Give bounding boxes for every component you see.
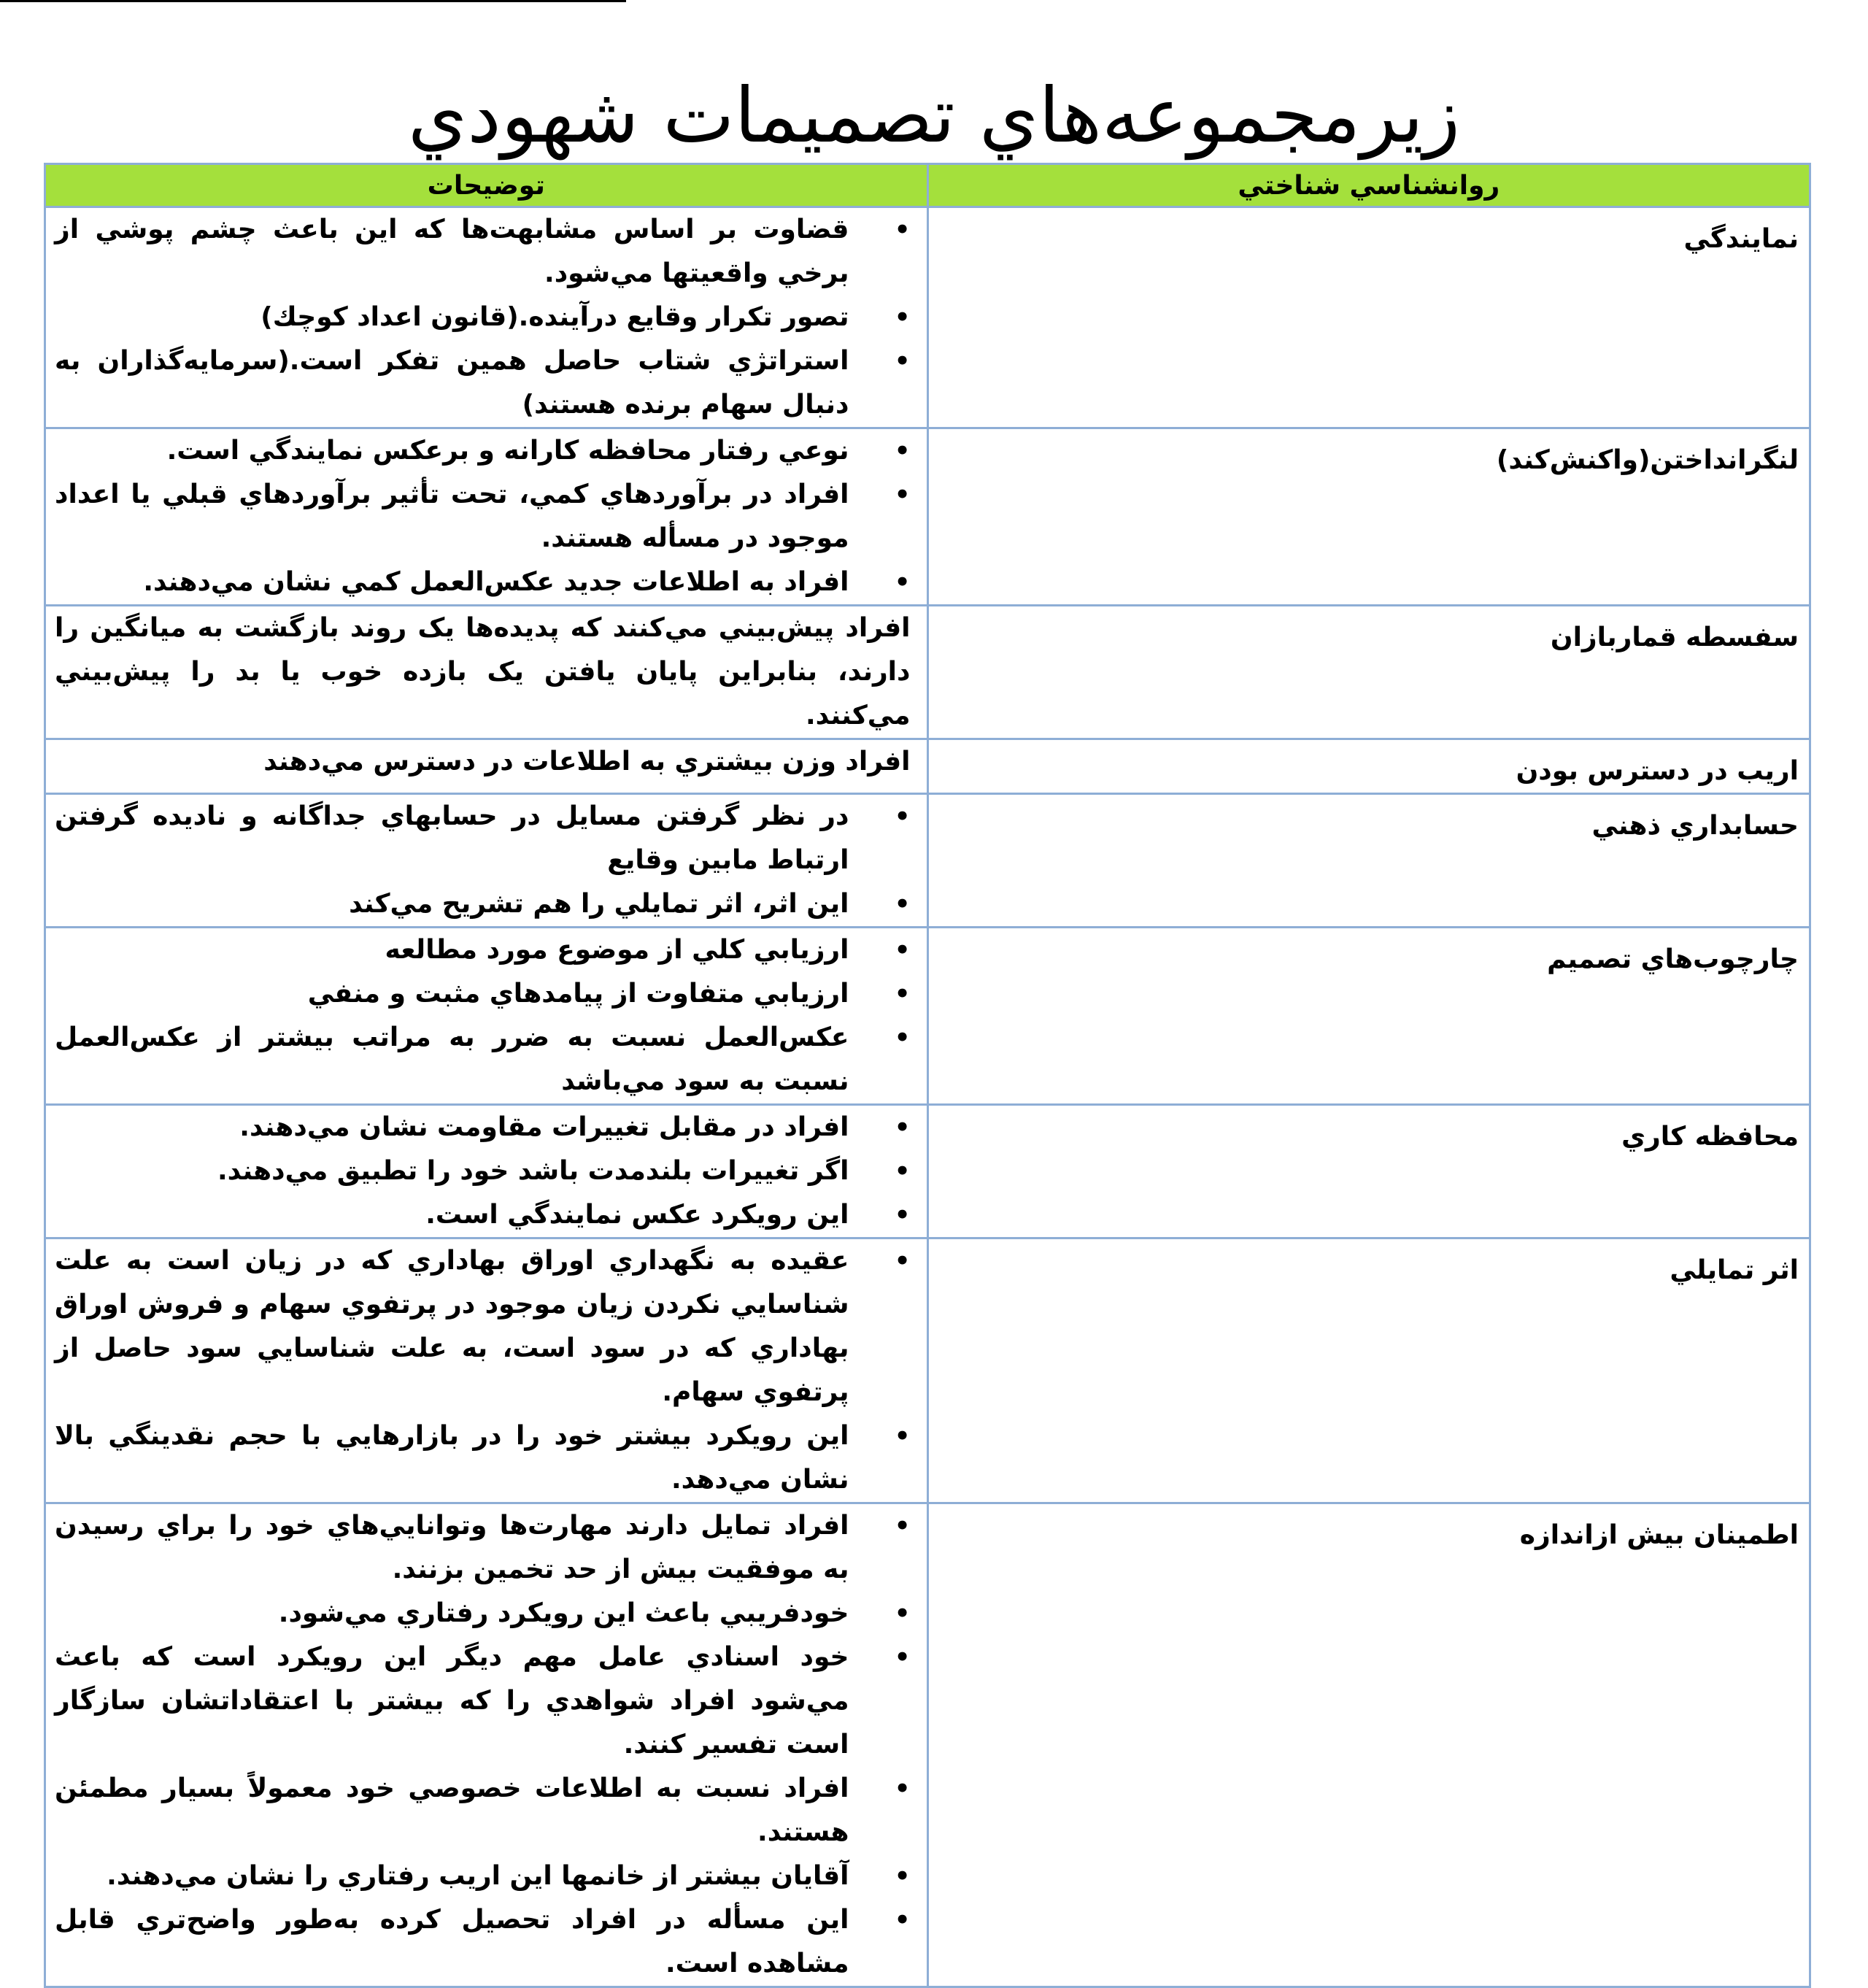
row-category: نمايندگي xyxy=(927,207,1810,428)
description-text: افراد پيش‌بيني مي‌كنند كه پديده‌ها يک روند بازگشت به ميانگين را دارند، بنابراين پايان يافتن يک بازده خوب يا بد را پيش‌بيني مي‌كنند. xyxy=(55,613,911,731)
row-category: اثر تمايلي xyxy=(927,1238,1810,1503)
table-row xyxy=(45,928,1810,1105)
bullet-list xyxy=(46,1504,927,1986)
list-item: • قضاوت بر اساس مشابهت‌ها كه اين باعث چشم پوشي از برخي واقعيتها مي‌شود. xyxy=(55,208,927,296)
row-category: چارچوب‌هاي تصميم xyxy=(927,928,1810,1105)
list-item: • عقيده به نگهداري اوراق بهاداري كه در زيان است به علت شناسايي نكردن زيان موجود در پرتفوي سهام و فروش اوراق بهاداري كه در سود است، به علت شناسايي سود حاصل از پرتفوي سهام. xyxy=(55,1239,927,1414)
header-category: روانشناسي شناختي xyxy=(927,164,1810,207)
top-rule xyxy=(0,0,626,2)
list-item: • نوعي رفتار محافظه كارانه و برعكس نمايندگي است. xyxy=(55,429,927,473)
row-description xyxy=(45,207,928,428)
list-item: • ارزيابي متفاوت از پيامدهاي مثبت و منفي xyxy=(55,972,927,1016)
list-item: • خود اسنادي عامل مهم ديگر اين رويكرد است كه باعث مي‌شود افراد شواهدي را كه بيشتر با اعتقاداتشان سازگار است تفسير كنند. xyxy=(55,1636,927,1767)
list-item: • اين رويكرد عكس نمايندگي است. xyxy=(55,1193,927,1237)
list-item: • افراد در مقابل تغييرات مقاومت نشان مي‌دهند. xyxy=(55,1106,927,1149)
list-item: • اين اثر، اثر تمايلي را هم تشريح مي‌كند xyxy=(55,882,927,926)
list-item: • اگر تغييرات بلندمدت باشد خود را تطبيق مي‌دهند. xyxy=(55,1149,927,1193)
table-header-row xyxy=(45,164,1810,207)
biases-table xyxy=(44,163,1811,1988)
row-description xyxy=(45,794,928,928)
row-category: لنگرانداختن(واكنش‌كند) xyxy=(927,428,1810,606)
row-category: محافظه كاري xyxy=(927,1105,1810,1238)
list-item: • افراد در برآوردهاي كمي، تحت تأثير برآوردهاي قبلي يا اعداد موجود در مسأله هستند. xyxy=(55,473,927,560)
list-item: • افراد نسبت به اطلاعات خصوصي خود معمولاً بسيار مطمئن هستند. xyxy=(55,1767,927,1854)
list-item: • اين رويكرد بيشتر خود را در بازارهايي با حجم نقدينگي بالا نشان مي‌دهد. xyxy=(55,1414,927,1502)
page-title: زيرمجموعه‌هاي تصميمات شهودي xyxy=(408,71,1460,160)
bullet-list xyxy=(46,1239,927,1502)
list-item: • خودفريبي باعث اين رويكرد رفتاري مي‌شود. xyxy=(55,1592,927,1636)
row-description xyxy=(45,1238,928,1503)
row-category: اريب در دسترس بودن xyxy=(927,739,1810,794)
list-item: • آقايان بيشتر از خانمها اين اريب رفتاري را نشان مي‌دهند. xyxy=(55,1854,927,1898)
bullet-list xyxy=(46,795,927,926)
list-item: • استراتژي شتاب حاصل همين تفكر است.(سرمايه‌گذاران به دنبال سهام برنده هستند) xyxy=(55,339,927,427)
table-row xyxy=(45,739,1810,794)
row-description xyxy=(45,739,928,794)
table-row xyxy=(45,1238,1810,1503)
bullet-list xyxy=(46,429,927,604)
row-description xyxy=(45,606,928,739)
list-item: • افراد به اطلاعات جديد عكس‌العمل كمي نشان مي‌دهند. xyxy=(55,560,927,604)
row-category: سفسطه قماربازان xyxy=(927,606,1810,739)
row-description xyxy=(45,1503,928,1987)
row-category: اطمينان بيش ازاندازه xyxy=(927,1503,1810,1987)
list-item: • ارزيابي كلي از موضوع مورد مطالعه xyxy=(55,928,927,972)
row-description xyxy=(45,1105,928,1238)
table-row xyxy=(45,794,1810,928)
table-row xyxy=(45,207,1810,428)
bullet-list xyxy=(46,928,927,1103)
list-item: • افراد تمايل دارند مهارت‌ها وتوانايي‌هاي خود را براي رسيدن به موفقيت بيش از حد تخمين بزنند. xyxy=(55,1504,927,1592)
list-item: • عكس‌العمل نسبت به ضرر به مراتب بيشتر از عكس‌العمل نسبت به سود مي‌باشد xyxy=(55,1016,927,1103)
bullet-list xyxy=(46,1106,927,1237)
row-description xyxy=(45,428,928,606)
row-category: حسابداري ذهني xyxy=(927,794,1810,928)
list-item: • تصور تكرار وقايع درآينده.(قانون اعداد كوچك) xyxy=(55,296,927,339)
table-row xyxy=(45,606,1810,739)
table-row xyxy=(45,428,1810,606)
list-item: • در نظر گرفتن مسايل در حسابهاي جداگانه و ناديده گرفتن ارتباط مابين وقايع xyxy=(55,795,927,882)
table-row xyxy=(45,1105,1810,1238)
header-description: توضيحات xyxy=(45,164,928,207)
bullet-list xyxy=(46,208,927,427)
table-row xyxy=(45,1503,1810,1987)
list-item: • اين مسأله در افراد تحصيل كرده به‌طور واضح‌تري قابل مشاهده است. xyxy=(55,1898,927,1986)
row-description xyxy=(45,928,928,1105)
description-text: افراد وزن بيشتري به اطلاعات در دسترس مي‌دهند xyxy=(263,747,911,777)
